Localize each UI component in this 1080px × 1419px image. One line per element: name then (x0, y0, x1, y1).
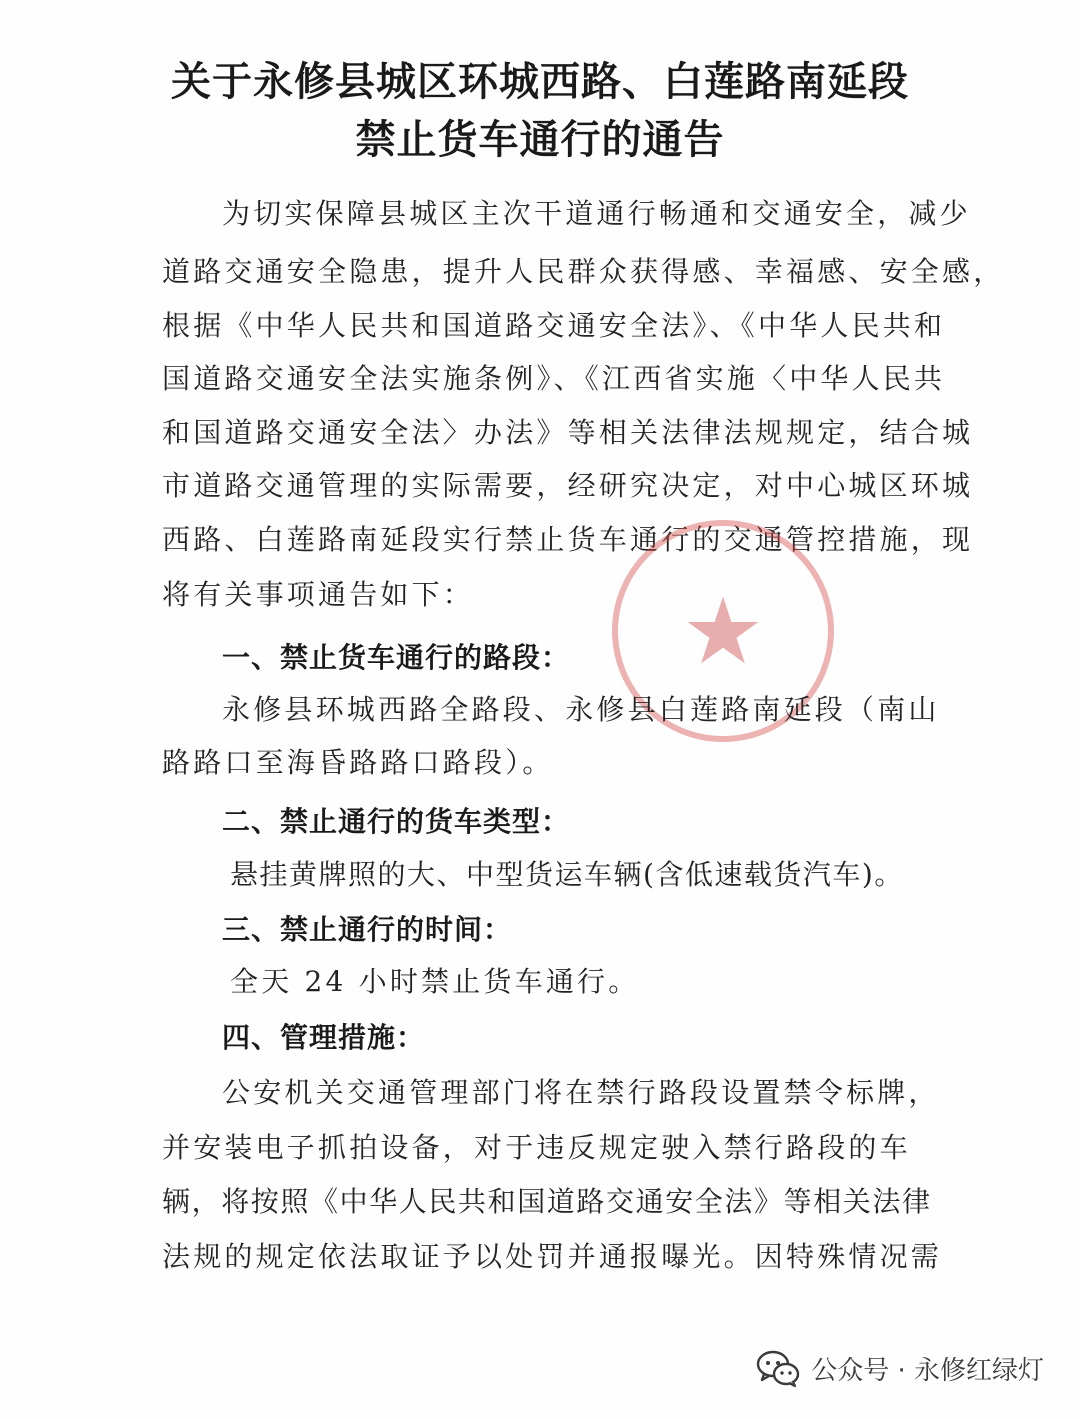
section-heading: 三、禁止通行的时间： (222, 913, 513, 946)
intro-line: 为切实保障县城区主次干道通行畅通和交通安全，减少 (222, 197, 971, 230)
wechat-account-label: 公众号 · 永修红绿灯 (811, 1355, 1044, 1386)
section-heading: 一、禁止货车通行的路段： (222, 641, 571, 674)
wechat-icon (755, 1348, 801, 1388)
intro-line: 和国道路交通安全法〉办法》等相关法律法规规定，结合城 (162, 416, 974, 449)
document-title-line-2: 禁止货车通行的通告 (355, 117, 725, 163)
section-line: 路路口至海昏路路口路段）。 (162, 746, 554, 779)
section-line: 公安机关交通管理部门将在禁行路段设置禁令标牌， (222, 1076, 940, 1109)
section-heading: 二、禁止通行的货车类型： (222, 805, 571, 838)
document-title-line-1: 关于永修县城区环城西路、白莲路南延段 (171, 59, 909, 105)
section-line: 法规的规定依法取证予以处罚并通报曝光。因特殊情况需 (162, 1240, 943, 1273)
wechat-account-watermark (755, 1348, 1044, 1388)
intro-line: 国道路交通安全法实施条例》、《江西省实施〈中华人民共 (162, 362, 946, 395)
section-line: 并安装电子抓拍设备，对于违反规定驶入禁行路段的车 (162, 1131, 911, 1164)
section-line: 悬挂黄牌照的大、中型货运车辆(含低速载货汽车)。 (230, 858, 904, 891)
section-line: 辆，将按照《中华人民共和国道路交通安全法》等相关法律 (162, 1185, 932, 1218)
intro-line: 市道路交通管理的实际需要，经研究决定，对中心城区环城 (162, 469, 974, 502)
seal-star-icon: ★ (681, 577, 765, 685)
section-heading: 四、管理措施： (222, 1021, 426, 1054)
intro-line: 根据《中华人民共和国道路交通安全法》、《中华人民共和 (162, 309, 946, 342)
intro-line: 道路交通安全隐患，提升人民群众获得感、幸福感、安全感， (162, 255, 1005, 288)
intro-line: 将有关事项通告如下： (162, 578, 475, 611)
section-line: 永修县环城西路全路段、永修县白莲路南延段（南山 (222, 693, 940, 726)
section-line: 全天 24 小时禁止货车通行。 (230, 965, 640, 998)
intro-line: 西路、白莲路南延段实行禁止货车通行的交通管控措施，现 (162, 523, 974, 556)
